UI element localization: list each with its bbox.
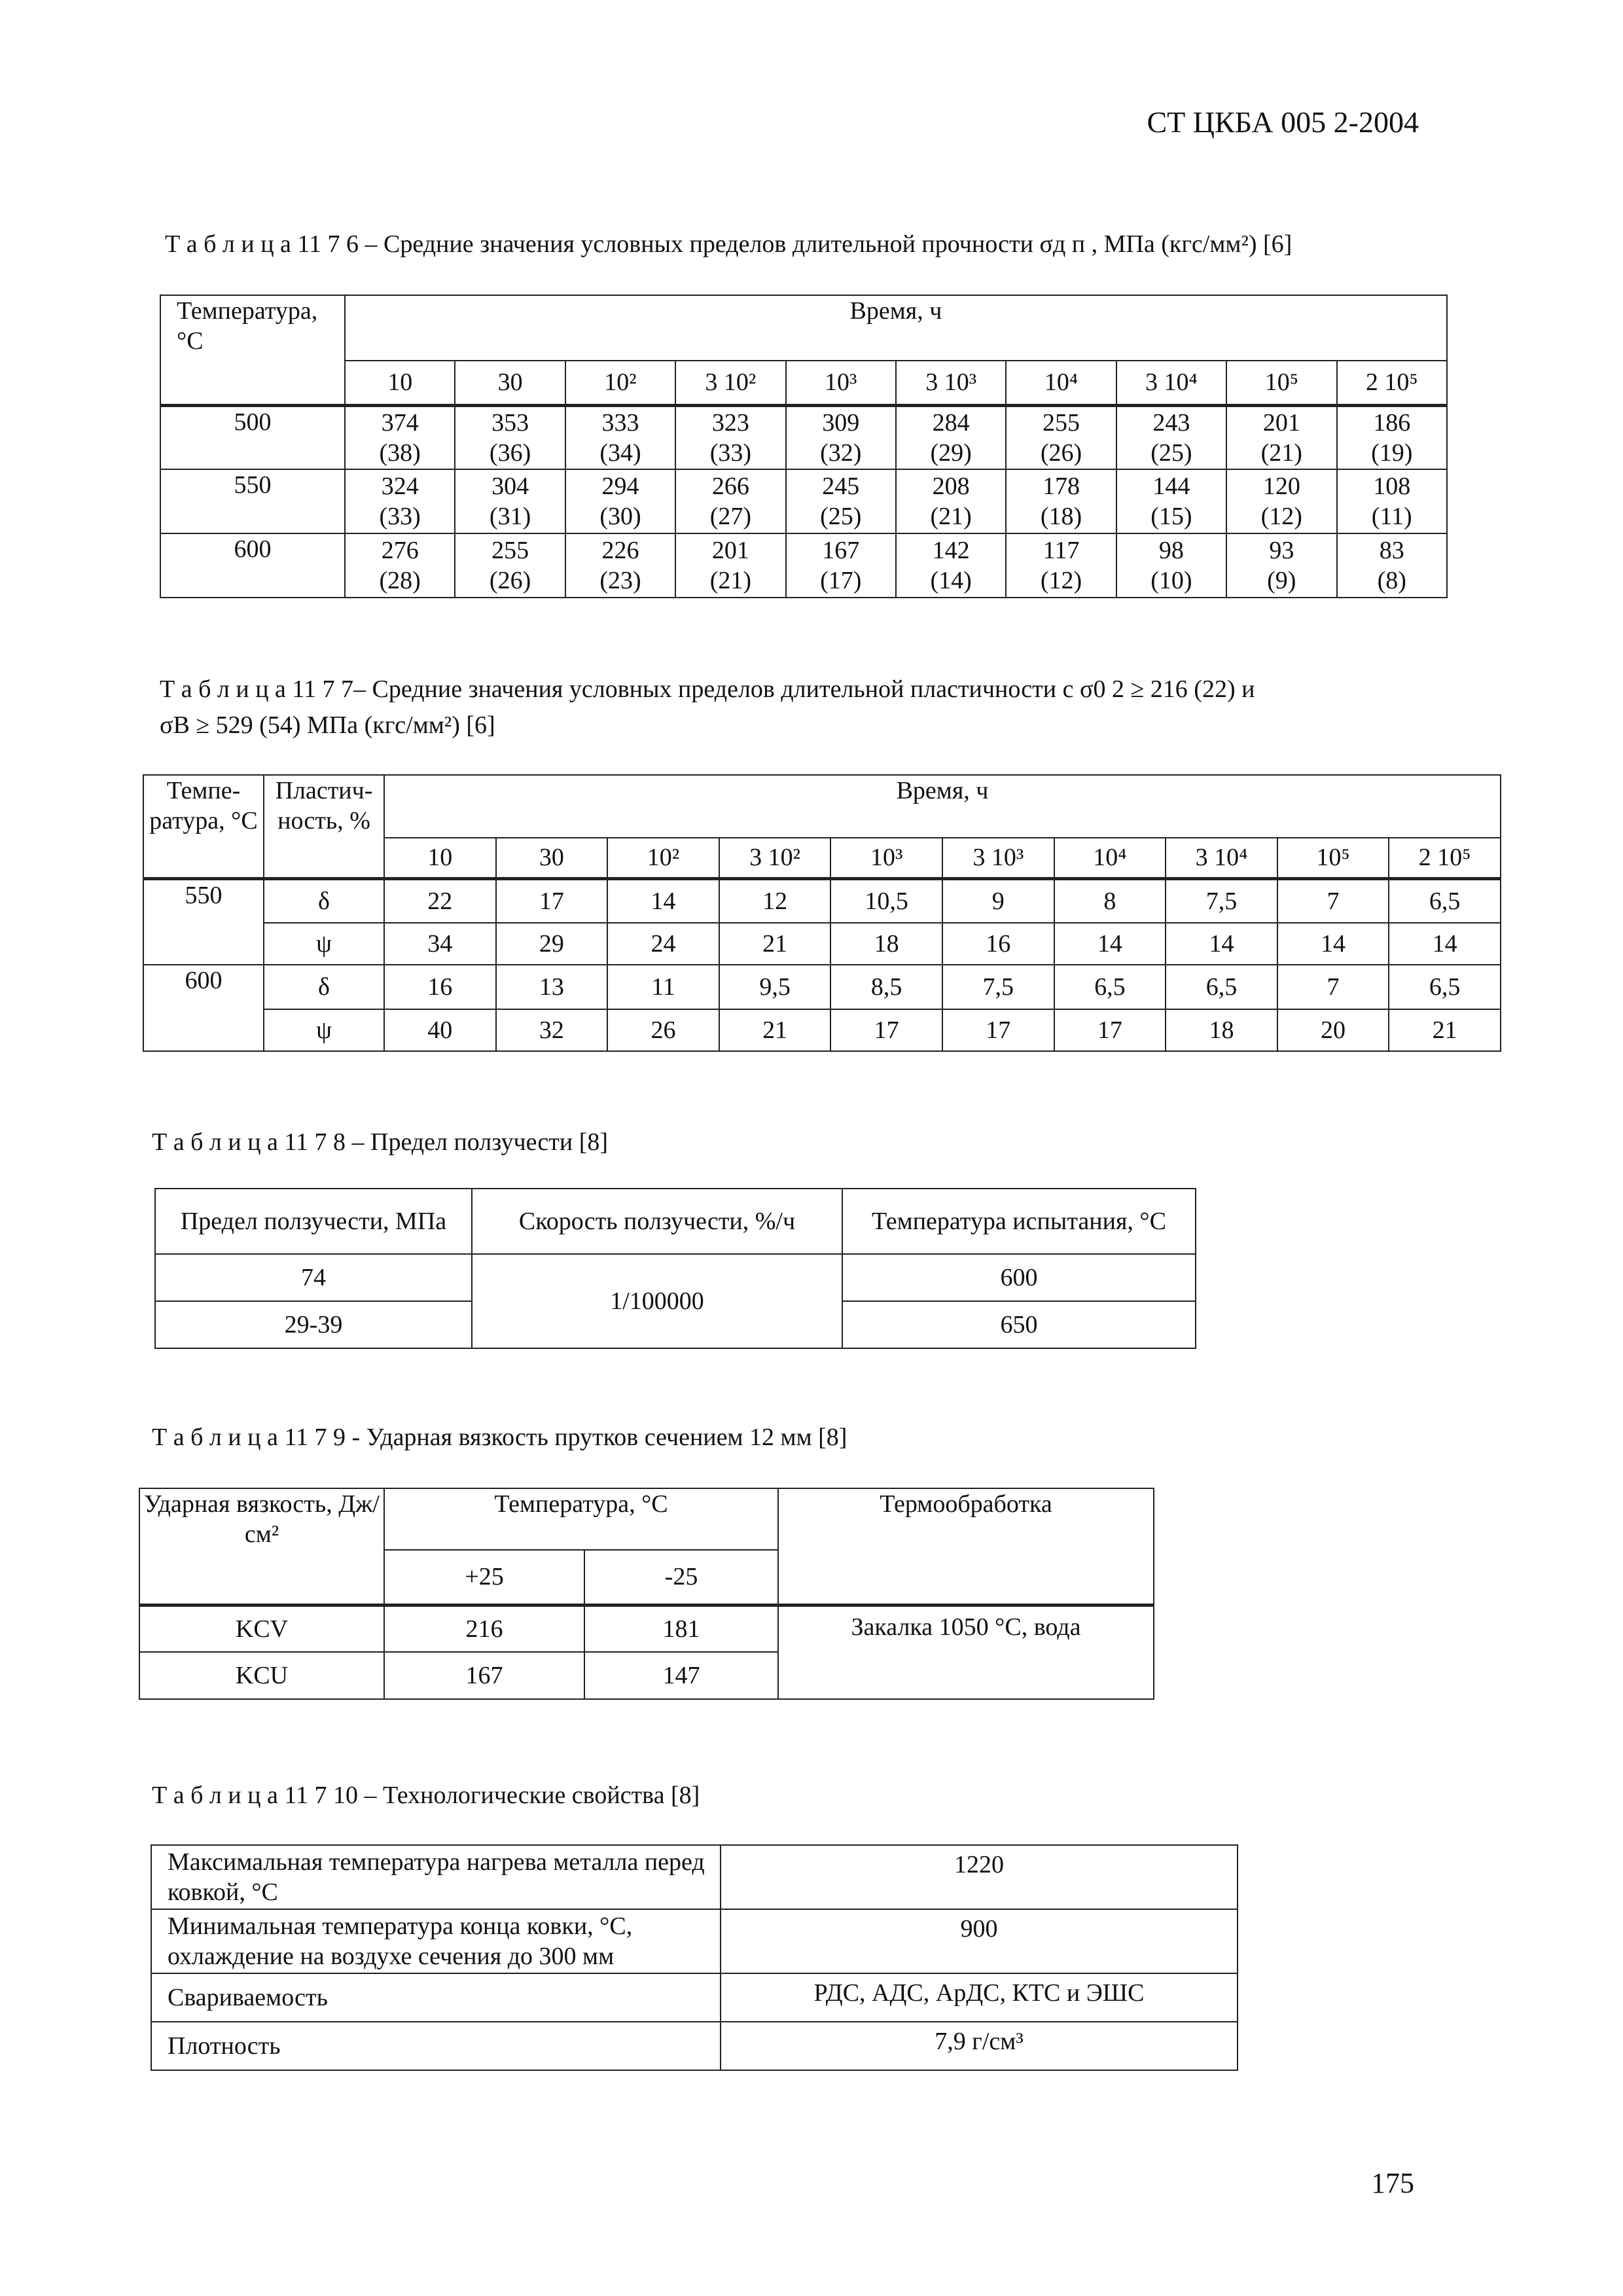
cell-strength bbox=[896, 469, 1006, 533]
strength-mpa: 167 bbox=[822, 537, 860, 564]
table-6-caption bbox=[165, 226, 1292, 262]
header-plasticity: Пластич- ность, % bbox=[264, 775, 384, 878]
cell-temperature: 600 bbox=[143, 965, 264, 1051]
cell-strength bbox=[1226, 533, 1336, 598]
cell-plasticity: 18 bbox=[1166, 1009, 1277, 1051]
header-temp-plus: +25 bbox=[384, 1550, 584, 1605]
cell-plasticity: 17 bbox=[830, 1009, 942, 1051]
header-time: Время, ч bbox=[384, 775, 1501, 838]
cell-temperature: 500 bbox=[160, 405, 345, 469]
strength-mpa: 201 bbox=[711, 537, 749, 564]
header-time: Время, ч bbox=[345, 295, 1447, 361]
strength-kgf: (14) bbox=[930, 567, 972, 594]
cell-plasticity: 6,5 bbox=[1389, 965, 1501, 1009]
strength-kgf: (19) bbox=[1371, 439, 1413, 467]
strength-mpa: 245 bbox=[822, 473, 860, 500]
header-temperature: Температура, °С bbox=[160, 295, 345, 405]
strength-kgf: (34) bbox=[599, 439, 641, 467]
cell-plasticity: 34 bbox=[384, 923, 496, 965]
cell-strength bbox=[896, 533, 1006, 598]
cell-plasticity: 18 bbox=[830, 923, 942, 965]
cell-temperature: 550 bbox=[143, 878, 264, 965]
strength-kgf: (12) bbox=[1040, 567, 1082, 594]
strength-mpa: 276 bbox=[381, 537, 419, 564]
strength-mpa: 108 bbox=[1373, 473, 1411, 500]
table-6-caption-prefix: Т а б л и ц а 11 7 6 – bbox=[165, 230, 378, 258]
cell-strength bbox=[1006, 533, 1116, 598]
cell-plasticity: 6,5 bbox=[1054, 965, 1166, 1009]
cell-property-name: Минимальная температура конца ковки, °С, охлаждение на воздухе сечения до 300 мм bbox=[151, 1909, 721, 1973]
strength-kgf: (33) bbox=[379, 503, 421, 530]
table-6-caption-text: Средние значения условных пределов длительной прочности σд п , МПа (кгс/мм²) [6] bbox=[383, 230, 1293, 258]
strength-kgf: (21) bbox=[1260, 439, 1302, 467]
header-time-value: 10⁵ bbox=[1226, 361, 1336, 405]
strength-mpa: 255 bbox=[491, 537, 529, 564]
table-10-caption: Т а б л и ц а 11 7 10 – Технологические свойства [8] bbox=[152, 1782, 700, 1809]
header-time-value: 10⁴ bbox=[1054, 838, 1166, 878]
strength-mpa: 294 bbox=[601, 473, 639, 500]
header-time-value: 30 bbox=[455, 361, 565, 405]
header-creep-speed: Скорость ползучести, %/ч bbox=[472, 1189, 842, 1254]
cell-strength bbox=[786, 533, 896, 598]
cell-plasticity: 14 bbox=[1277, 923, 1389, 965]
header-time-value: 3 10² bbox=[719, 838, 831, 878]
cell-plasticity: 14 bbox=[1166, 923, 1277, 965]
cell-heat-treatment: Закалка 1050 °С, вода bbox=[778, 1605, 1154, 1699]
cell-strength bbox=[565, 469, 675, 533]
header-creep-limit: Предел ползучести, МПа bbox=[155, 1189, 472, 1254]
cell-plasticity: 6,5 bbox=[1389, 878, 1501, 923]
cell-strength bbox=[455, 469, 565, 533]
strength-kgf: (8) bbox=[1377, 567, 1406, 594]
cell-plasticity: 9,5 bbox=[719, 965, 831, 1009]
strength-mpa: 333 bbox=[601, 408, 639, 437]
cell-plasticity: 11 bbox=[607, 965, 719, 1009]
cell-creep-limit: 29-39 bbox=[155, 1301, 472, 1348]
cell-property-value: 7,9 г/см³ bbox=[721, 2022, 1238, 2070]
cell-strength bbox=[345, 469, 455, 533]
header-time-value: 3 10³ bbox=[896, 361, 1006, 405]
cell-strength bbox=[565, 533, 675, 598]
cell-plasticity: 20 bbox=[1277, 1009, 1389, 1051]
cell-property-value: 900 bbox=[721, 1909, 1238, 1973]
cell-test-temperature: 650 bbox=[842, 1301, 1196, 1348]
header-time-value: 10 bbox=[345, 361, 455, 405]
cell-plasticity: 8 bbox=[1054, 878, 1166, 923]
strength-mpa: 304 bbox=[491, 473, 529, 500]
cell-property-name: Плотность bbox=[151, 2022, 721, 2070]
header-time-value: 3 10⁴ bbox=[1166, 838, 1277, 878]
cell-kcu: KCU bbox=[139, 1652, 384, 1699]
table-7-caption-line-1: Т а б л и ц а 11 7 7– Средние значения условных пределов длительной пластичности с σ0 2 ≥ 216 (22) и bbox=[160, 675, 1255, 703]
strength-kgf: (18) bbox=[1040, 503, 1082, 530]
strength-mpa: 144 bbox=[1152, 473, 1190, 500]
strength-mpa: 324 bbox=[381, 473, 419, 500]
cell-property-value: РДС, АДС, АрДС, КТС и ЭШС bbox=[721, 1973, 1238, 2022]
table-9-caption: Т а б л и ц а 11 7 9 - Ударная вязкость прутков сечением 12 мм [8] bbox=[152, 1424, 847, 1451]
cell-plasticity: 6,5 bbox=[1166, 965, 1277, 1009]
strength-mpa: 142 bbox=[932, 537, 970, 564]
cell-plasticity: 21 bbox=[719, 923, 831, 965]
strength-kgf: (25) bbox=[1150, 439, 1192, 467]
cell-strength bbox=[565, 405, 675, 469]
cell-temperature: 550 bbox=[160, 469, 345, 533]
strength-mpa: 374 bbox=[381, 408, 419, 437]
cell-plasticity: 7 bbox=[1277, 965, 1389, 1009]
cell-plasticity-symbol: δ bbox=[264, 965, 384, 1009]
cell-strength bbox=[675, 469, 785, 533]
cell-kcu-plus: 167 bbox=[384, 1652, 584, 1699]
cell-test-temperature: 600 bbox=[842, 1254, 1196, 1301]
strength-kgf: (25) bbox=[820, 503, 862, 530]
cell-plasticity: 8,5 bbox=[830, 965, 942, 1009]
header-time-value: 3 10² bbox=[675, 361, 785, 405]
strength-kgf: (9) bbox=[1267, 567, 1296, 594]
strength-mpa: 186 bbox=[1373, 408, 1411, 437]
cell-plasticity: 9 bbox=[942, 878, 1054, 923]
table-10-technological-properties bbox=[151, 1844, 1238, 2071]
strength-mpa: 93 bbox=[1269, 537, 1294, 564]
cell-strength bbox=[455, 533, 565, 598]
table-6-long-term-strength bbox=[160, 295, 1448, 598]
cell-property-name: Максимальная температура нагрева металла перед ковкой, °С bbox=[151, 1845, 721, 1909]
header-time-value: 10⁵ bbox=[1277, 838, 1389, 878]
cell-plasticity: 40 bbox=[384, 1009, 496, 1051]
cell-plasticity: 13 bbox=[496, 965, 608, 1009]
header-time-value: 3 10⁴ bbox=[1116, 361, 1226, 405]
cell-property-name: Свариваемость bbox=[151, 1973, 721, 2022]
cell-strength bbox=[1337, 405, 1447, 469]
cell-strength bbox=[786, 405, 896, 469]
cell-plasticity: 17 bbox=[942, 1009, 1054, 1051]
cell-plasticity: 16 bbox=[384, 965, 496, 1009]
cell-strength bbox=[1337, 469, 1447, 533]
cell-plasticity: 26 bbox=[607, 1009, 719, 1051]
header-time-value: 10 bbox=[384, 838, 496, 878]
strength-kgf: (29) bbox=[930, 439, 972, 467]
cell-plasticity: 24 bbox=[607, 923, 719, 965]
strength-kgf: (26) bbox=[489, 567, 531, 594]
cell-strength bbox=[1116, 405, 1226, 469]
strength-kgf: (28) bbox=[379, 567, 421, 594]
cell-plasticity: 32 bbox=[496, 1009, 608, 1051]
strength-kgf: (33) bbox=[709, 439, 752, 467]
strength-kgf: (21) bbox=[709, 567, 752, 594]
strength-mpa: 201 bbox=[1262, 408, 1300, 437]
strength-kgf: (27) bbox=[709, 503, 752, 530]
cell-kcu-minus: 147 bbox=[584, 1652, 778, 1699]
cell-plasticity: 14 bbox=[607, 878, 719, 923]
cell-kcv: KCV bbox=[139, 1605, 384, 1652]
cell-strength bbox=[1006, 469, 1116, 533]
header-time-value: 10⁴ bbox=[1006, 361, 1116, 405]
cell-plasticity: 29 bbox=[496, 923, 608, 965]
strength-kgf: (10) bbox=[1150, 567, 1192, 594]
cell-temperature: 600 bbox=[160, 533, 345, 598]
cell-plasticity: 12 bbox=[719, 878, 831, 923]
strength-kgf: (38) bbox=[379, 439, 421, 467]
header-time-value: 10³ bbox=[786, 361, 896, 405]
strength-mpa: 208 bbox=[932, 473, 970, 500]
strength-mpa: 243 bbox=[1152, 408, 1190, 437]
header-temp-minus: -25 bbox=[584, 1550, 778, 1605]
strength-mpa: 178 bbox=[1043, 473, 1080, 500]
strength-mpa: 284 bbox=[932, 408, 970, 437]
header-time-value: 10³ bbox=[830, 838, 942, 878]
cell-plasticity: 17 bbox=[1054, 1009, 1166, 1051]
header-time-value: 2 10⁵ bbox=[1337, 361, 1447, 405]
header-impact-strength: Ударная вязкость, Дж/см² bbox=[139, 1488, 384, 1605]
strength-kgf: (26) bbox=[1040, 439, 1082, 467]
header-time-value: 10² bbox=[607, 838, 719, 878]
cell-plasticity-symbol: δ bbox=[264, 878, 384, 923]
cell-plasticity: 22 bbox=[384, 878, 496, 923]
cell-strength bbox=[1226, 405, 1336, 469]
cell-strength bbox=[896, 405, 1006, 469]
strength-mpa: 117 bbox=[1043, 537, 1080, 564]
cell-plasticity-symbol: ψ bbox=[264, 1009, 384, 1051]
header-time-value: 10² bbox=[565, 361, 675, 405]
strength-kgf: (12) bbox=[1260, 503, 1302, 530]
table-7-caption-line-2: σВ ≥ 529 (54) МПа (кгс/мм²) [6] bbox=[160, 711, 495, 739]
strength-mpa: 98 bbox=[1158, 537, 1184, 564]
header-time-value: 3 10³ bbox=[942, 838, 1054, 878]
strength-mpa: 266 bbox=[711, 473, 749, 500]
cell-strength bbox=[1006, 405, 1116, 469]
header-temperature: Темпе- ратура, °С bbox=[143, 775, 264, 878]
cell-plasticity: 7,5 bbox=[1166, 878, 1277, 923]
header-test-temperature: Температура испытания, °С bbox=[842, 1189, 1196, 1254]
table-8-creep-limit bbox=[154, 1188, 1196, 1349]
header-heat-treatment: Термообработка bbox=[778, 1488, 1154, 1605]
cell-plasticity: 7 bbox=[1277, 878, 1389, 923]
cell-plasticity: 10,5 bbox=[830, 878, 942, 923]
header-temperature: Температура, °С bbox=[384, 1488, 778, 1550]
strength-kgf: (23) bbox=[599, 567, 641, 594]
strength-mpa: 323 bbox=[711, 408, 749, 437]
cell-strength bbox=[675, 405, 785, 469]
cell-strength bbox=[1337, 533, 1447, 598]
cell-plasticity: 14 bbox=[1054, 923, 1166, 965]
page-number: 175 bbox=[1371, 2167, 1414, 2199]
cell-property-value: 1220 bbox=[721, 1845, 1238, 1909]
cell-plasticity: 17 bbox=[496, 878, 608, 923]
strength-mpa: 255 bbox=[1043, 408, 1080, 437]
strength-mpa: 120 bbox=[1262, 473, 1300, 500]
cell-plasticity: 21 bbox=[719, 1009, 831, 1051]
cell-strength bbox=[786, 469, 896, 533]
strength-kgf: (32) bbox=[820, 439, 862, 467]
strength-mpa: 309 bbox=[822, 408, 860, 437]
strength-kgf: (11) bbox=[1371, 503, 1412, 530]
strength-kgf: (30) bbox=[599, 503, 641, 530]
cell-plasticity-symbol: ψ bbox=[264, 923, 384, 965]
strength-kgf: (17) bbox=[820, 567, 862, 594]
strength-kgf: (15) bbox=[1150, 503, 1192, 530]
header-time-value: 30 bbox=[496, 838, 608, 878]
cell-strength bbox=[1116, 469, 1226, 533]
header-time-value: 2 10⁵ bbox=[1389, 838, 1501, 878]
cell-strength bbox=[1116, 533, 1226, 598]
cell-strength bbox=[675, 533, 785, 598]
cell-creep-speed: 1/100000 bbox=[472, 1254, 842, 1348]
cell-strength bbox=[345, 533, 455, 598]
strength-mpa: 83 bbox=[1379, 537, 1404, 564]
cell-plasticity: 21 bbox=[1389, 1009, 1501, 1051]
strength-mpa: 353 bbox=[491, 408, 529, 437]
cell-strength bbox=[455, 405, 565, 469]
cell-creep-limit: 74 bbox=[155, 1254, 472, 1301]
cell-strength bbox=[345, 405, 455, 469]
table-8-caption: Т а б л и ц а 11 7 8 – Предел ползучести [8] bbox=[152, 1128, 609, 1156]
strength-kgf: (36) bbox=[489, 439, 531, 467]
cell-kcv-plus: 216 bbox=[384, 1605, 584, 1652]
table-9-impact-strength bbox=[139, 1488, 1154, 1700]
cell-kcv-minus: 181 bbox=[584, 1605, 778, 1652]
document-code: СТ ЦКБА 005 2-2004 bbox=[1147, 105, 1419, 139]
strength-kgf: (21) bbox=[930, 503, 972, 530]
table-7-long-term-plasticity bbox=[143, 774, 1501, 1052]
cell-plasticity: 7,5 bbox=[942, 965, 1054, 1009]
strength-kgf: (31) bbox=[489, 503, 531, 530]
cell-strength bbox=[1226, 469, 1336, 533]
cell-plasticity: 16 bbox=[942, 923, 1054, 965]
cell-plasticity: 14 bbox=[1389, 923, 1501, 965]
strength-mpa: 226 bbox=[601, 537, 639, 564]
